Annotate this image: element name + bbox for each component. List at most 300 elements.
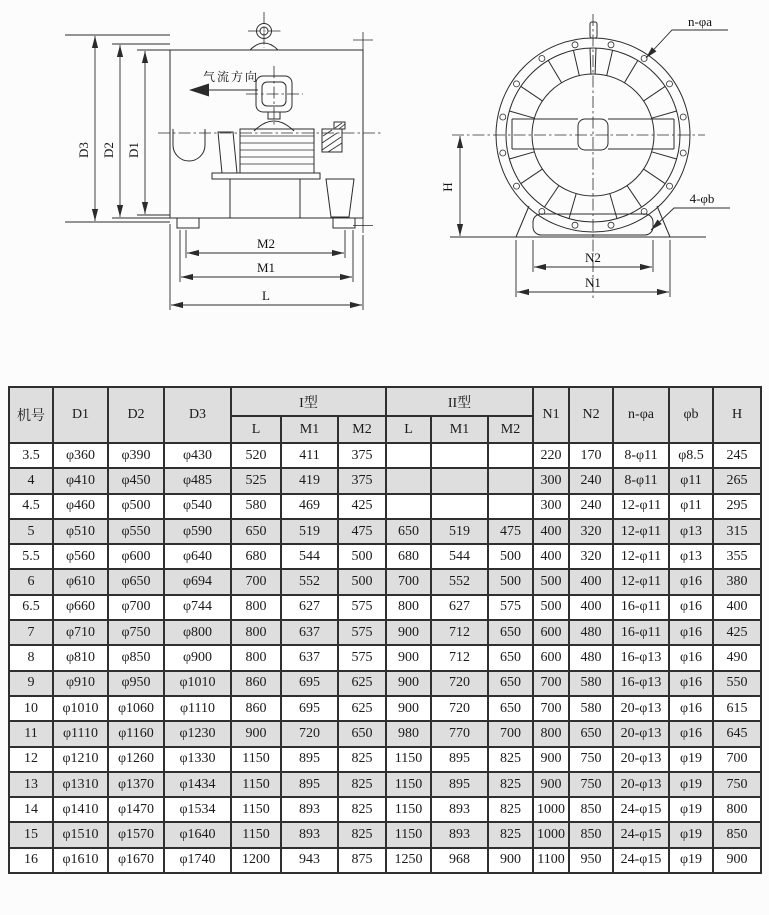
header-type2-l: L (386, 416, 431, 443)
table-cell: φ1110 (53, 721, 108, 746)
table-row (9, 544, 761, 569)
table-cell: φ1330 (164, 747, 231, 772)
table-cell: 895 (281, 747, 338, 772)
table-cell: φ700 (108, 595, 164, 620)
dimensions-table (8, 386, 762, 874)
diameter-dimensions (65, 35, 170, 222)
header-type1-l: L (231, 416, 281, 443)
table-cell: 24-φ15 (613, 797, 669, 822)
header-d2: D2 (108, 387, 164, 443)
table-cell: 300 (533, 494, 569, 519)
table-cell: φ1210 (53, 747, 108, 772)
table-cell: 650 (338, 721, 386, 746)
table-cell: 5.5 (9, 544, 53, 569)
dim-label-l: L (262, 288, 270, 303)
table-cell: 900 (386, 696, 431, 721)
table-cell: 425 (338, 494, 386, 519)
header-type2-m1: M1 (431, 416, 488, 443)
table-cell: 575 (338, 645, 386, 670)
table-cell: 411 (281, 443, 338, 468)
table-cell: φ1434 (164, 772, 231, 797)
table-cell: φ640 (164, 544, 231, 569)
airflow-arrow-icon (189, 84, 209, 97)
table-cell: 770 (431, 721, 488, 746)
table-cell: φ19 (669, 772, 713, 797)
table-cell: φ1010 (53, 696, 108, 721)
table-cell: φ16 (669, 595, 713, 620)
table-cell: 490 (713, 645, 761, 670)
table-cell: 552 (281, 569, 338, 594)
table-cell: φ460 (53, 494, 108, 519)
table-cell: 1150 (386, 797, 431, 822)
table-cell: φ600 (108, 544, 164, 569)
table-cell: 13 (9, 772, 53, 797)
table-cell: 875 (338, 848, 386, 873)
table-cell: φ1010 (164, 671, 231, 696)
table-cell: 825 (338, 822, 386, 847)
table-cell: 20-φ13 (613, 696, 669, 721)
table-cell: 650 (569, 721, 613, 746)
table-cell: φ19 (669, 797, 713, 822)
table-cell: φ1610 (53, 848, 108, 873)
header-type1-m2: M2 (338, 416, 386, 443)
table-cell: 800 (713, 797, 761, 822)
table-cell: 3.5 (9, 443, 53, 468)
table-cell: 315 (713, 519, 761, 544)
table-cell: 860 (231, 671, 281, 696)
table-cell (386, 494, 431, 519)
technical-drawings (0, 0, 769, 340)
table-cell: φ485 (164, 468, 231, 493)
table-cell: 14 (9, 797, 53, 822)
pedestal (450, 206, 706, 237)
table-cell: 800 (386, 595, 431, 620)
table-cell: 895 (431, 772, 488, 797)
table-cell: 16 (9, 848, 53, 873)
table-cell: φ16 (669, 620, 713, 645)
table-cell: φ500 (108, 494, 164, 519)
table-cell: 16-φ13 (613, 671, 669, 696)
table-cell: 1200 (231, 848, 281, 873)
table-cell: 1150 (231, 822, 281, 847)
table-cell: 627 (431, 595, 488, 620)
header-type1-m1: M1 (281, 416, 338, 443)
table-cell: 700 (386, 569, 431, 594)
table-row (9, 696, 761, 721)
table-cell (488, 468, 533, 493)
table-cell: φ450 (108, 468, 164, 493)
table-cell: φ1740 (164, 848, 231, 873)
table-row (9, 468, 761, 493)
table-cell: 680 (386, 544, 431, 569)
table-cell: 544 (431, 544, 488, 569)
table-cell: 980 (386, 721, 431, 746)
table-cell: 220 (533, 443, 569, 468)
table-cell: 1150 (386, 747, 431, 772)
table-cell: φ744 (164, 595, 231, 620)
table-cell: 850 (569, 797, 613, 822)
table-header (9, 387, 761, 443)
table-cell: 419 (281, 468, 338, 493)
table-cell: 825 (488, 822, 533, 847)
label-n-phi-a: n-φa (687, 14, 713, 29)
table-cell: φ8.5 (669, 443, 713, 468)
table-cell: φ610 (53, 569, 108, 594)
table-cell: 16-φ13 (613, 645, 669, 670)
table-cell: φ1110 (164, 696, 231, 721)
table-cell: 860 (231, 696, 281, 721)
table-cell (431, 468, 488, 493)
table-cell: 7 (9, 620, 53, 645)
table-cell: 900 (533, 772, 569, 797)
table-cell: 8 (9, 645, 53, 670)
bolt-hole-callout (646, 14, 728, 58)
table-cell: 720 (281, 721, 338, 746)
header-d3: D3 (164, 387, 231, 443)
table-cell: 637 (281, 645, 338, 670)
table-cell: 400 (713, 595, 761, 620)
table-cell: 800 (533, 721, 569, 746)
table-cell: 425 (713, 620, 761, 645)
table-cell: 16-φ11 (613, 595, 669, 620)
table-cell: 645 (713, 721, 761, 746)
table-cell: 712 (431, 645, 488, 670)
table-cell: φ694 (164, 569, 231, 594)
table-cell: 12 (9, 747, 53, 772)
table-cell: 550 (713, 671, 761, 696)
table-row (9, 519, 761, 544)
dim-label-d3: D3 (76, 142, 91, 158)
table-row (9, 747, 761, 772)
header-n-phi-a: n-φa (613, 387, 669, 443)
table-cell: φ19 (669, 747, 713, 772)
table-cell: φ16 (669, 696, 713, 721)
table-cell: φ19 (669, 848, 713, 873)
table-cell: φ19 (669, 822, 713, 847)
table-cell: 520 (231, 443, 281, 468)
table-cell: 8-φ11 (613, 443, 669, 468)
table-cell: 5 (9, 519, 53, 544)
table-cell: φ360 (53, 443, 108, 468)
table-cell: 375 (338, 468, 386, 493)
dim-label-n1: N1 (585, 275, 601, 290)
header-n2: N2 (569, 387, 613, 443)
table-cell: 825 (488, 797, 533, 822)
table-cell: 20-φ13 (613, 721, 669, 746)
table-cell: 637 (281, 620, 338, 645)
table-cell: 400 (533, 544, 569, 569)
table-cell: 10 (9, 696, 53, 721)
table-cell: 700 (533, 671, 569, 696)
table-row (9, 443, 761, 468)
table-cell: 400 (569, 595, 613, 620)
dim-label-d2: D2 (101, 142, 116, 158)
table-cell: φ16 (669, 569, 713, 594)
table-cell: φ710 (53, 620, 108, 645)
table-cell: 800 (231, 645, 281, 670)
length-dimensions (170, 224, 363, 310)
table-cell: 12-φ11 (613, 569, 669, 594)
table-cell: φ1510 (53, 822, 108, 847)
front-view-drawing (440, 14, 730, 298)
table-cell: φ950 (108, 671, 164, 696)
table-cell (488, 494, 533, 519)
table-cell: 4 (9, 468, 53, 493)
table-cell: 1100 (533, 848, 569, 873)
table-cell: 1150 (231, 747, 281, 772)
table-cell: φ1410 (53, 797, 108, 822)
dim-label-n2: N2 (585, 250, 601, 265)
table-cell: 320 (569, 519, 613, 544)
table-cell: 750 (569, 772, 613, 797)
table-cell: φ1470 (108, 797, 164, 822)
table-cell: 600 (533, 645, 569, 670)
height-dimension (440, 136, 460, 236)
table-cell: 6 (9, 569, 53, 594)
airflow-direction (189, 69, 259, 97)
table-cell: φ590 (164, 519, 231, 544)
table-cell: 1150 (231, 772, 281, 797)
table-cell: 650 (231, 519, 281, 544)
table-cell: 700 (533, 696, 569, 721)
table-cell: φ800 (164, 620, 231, 645)
table-cell: 650 (488, 671, 533, 696)
table-cell: 900 (386, 645, 431, 670)
table-cell: 8-φ11 (613, 468, 669, 493)
table-cell: 500 (338, 569, 386, 594)
table-cell: φ16 (669, 671, 713, 696)
table-cell: 695 (281, 696, 338, 721)
table-cell: 650 (488, 645, 533, 670)
table-cell: 950 (569, 848, 613, 873)
table-cell: 625 (338, 696, 386, 721)
table-cell (431, 494, 488, 519)
table-cell: 580 (231, 494, 281, 519)
table-cell (431, 443, 488, 468)
table-row (9, 494, 761, 519)
table-cell: 24-φ15 (613, 822, 669, 847)
dim-label-m2: M2 (256, 236, 276, 251)
table-cell: 712 (431, 620, 488, 645)
table-row (9, 620, 761, 645)
table-cell: φ910 (53, 671, 108, 696)
table-cell: 1150 (386, 772, 431, 797)
table-cell: φ660 (53, 595, 108, 620)
table-cell: 900 (231, 721, 281, 746)
table-cell: 500 (338, 544, 386, 569)
table-cell: 400 (533, 519, 569, 544)
table-cell: 400 (569, 569, 613, 594)
table-cell: φ430 (164, 443, 231, 468)
table-cell: φ510 (53, 519, 108, 544)
table-cell: 16-φ11 (613, 620, 669, 645)
table-cell: 825 (338, 747, 386, 772)
table-cell: 265 (713, 468, 761, 493)
table-cell: 900 (386, 620, 431, 645)
table-cell: 320 (569, 544, 613, 569)
table-cell: φ390 (108, 443, 164, 468)
header-d1: D1 (53, 387, 108, 443)
header-h: H (713, 387, 761, 443)
table-row (9, 797, 761, 822)
table-cell: 900 (533, 747, 569, 772)
header-type2-m2: M2 (488, 416, 533, 443)
table-cell: 1250 (386, 848, 431, 873)
table-cell: 20-φ13 (613, 747, 669, 772)
table-cell: 750 (569, 747, 613, 772)
table-cell: 850 (713, 822, 761, 847)
table-row (9, 848, 761, 873)
table-cell (386, 468, 431, 493)
table-body (9, 443, 761, 873)
table-cell: 900 (488, 848, 533, 873)
table-cell: 575 (488, 595, 533, 620)
table-cell: φ1230 (164, 721, 231, 746)
table-cell: 300 (533, 468, 569, 493)
table-cell: 355 (713, 544, 761, 569)
table-cell: 850 (569, 822, 613, 847)
table-cell: 12-φ11 (613, 544, 669, 569)
table-cell: 469 (281, 494, 338, 519)
table-cell: 893 (281, 797, 338, 822)
table-cell: φ11 (669, 468, 713, 493)
table-cell: 700 (231, 569, 281, 594)
table-cell: φ1060 (108, 696, 164, 721)
table-cell: 500 (533, 595, 569, 620)
table-cell: 600 (533, 620, 569, 645)
label-4-phi-b: 4-φb (689, 191, 715, 206)
airflow-label: 气流方向 (202, 70, 260, 84)
table-cell: 24-φ15 (613, 848, 669, 873)
table-cell: φ1670 (108, 848, 164, 873)
table-cell: 6.5 (9, 595, 53, 620)
table-cell: 4.5 (9, 494, 53, 519)
table-cell: 170 (569, 443, 613, 468)
table-cell: 9 (9, 671, 53, 696)
table-row (9, 772, 761, 797)
table-cell: 893 (431, 797, 488, 822)
table-cell: 475 (488, 519, 533, 544)
table-cell: 895 (281, 772, 338, 797)
table-cell: 245 (713, 443, 761, 468)
header-type1: I型 (231, 387, 386, 416)
table-cell: φ16 (669, 721, 713, 746)
table-cell: 380 (713, 569, 761, 594)
table-cell: 500 (488, 569, 533, 594)
header-n1: N1 (533, 387, 569, 443)
header-type2: II型 (386, 387, 533, 416)
table-row (9, 671, 761, 696)
table-cell: 1150 (231, 797, 281, 822)
table-cell: φ900 (164, 645, 231, 670)
table-cell: 695 (281, 671, 338, 696)
table-cell: 544 (281, 544, 338, 569)
base-hole-callout (651, 191, 730, 230)
table-cell: φ1640 (164, 822, 231, 847)
table-cell: 825 (338, 772, 386, 797)
fan-casing (170, 32, 373, 233)
table-cell: 825 (488, 747, 533, 772)
table-cell: φ650 (108, 569, 164, 594)
table-cell: φ1310 (53, 772, 108, 797)
table-cell: 650 (488, 620, 533, 645)
table-cell: 720 (431, 696, 488, 721)
table-cell: 650 (488, 696, 533, 721)
table-cell: 15 (9, 822, 53, 847)
table-cell: 12-φ11 (613, 494, 669, 519)
table-cell: φ810 (53, 645, 108, 670)
table-cell: φ1570 (108, 822, 164, 847)
table-cell: 575 (338, 595, 386, 620)
table-cell: 1000 (533, 822, 569, 847)
table-cell: 720 (431, 671, 488, 696)
table-cell: 240 (569, 494, 613, 519)
table-row (9, 595, 761, 620)
table-cell: φ16 (669, 645, 713, 670)
motor-mount (177, 173, 355, 228)
table-cell: 11 (9, 721, 53, 746)
table-cell: 893 (431, 822, 488, 847)
right-foot (333, 218, 355, 228)
table-row (9, 569, 761, 594)
table-cell: 700 (713, 747, 761, 772)
table-row (9, 721, 761, 746)
table-cell: 680 (231, 544, 281, 569)
motor-body (218, 122, 345, 173)
table-cell: φ850 (108, 645, 164, 670)
table-cell: φ750 (108, 620, 164, 645)
table-cell: 580 (569, 696, 613, 721)
table-cell: 943 (281, 848, 338, 873)
table-cell: φ550 (108, 519, 164, 544)
table-cell: 800 (231, 595, 281, 620)
table-cell: 800 (231, 620, 281, 645)
table-cell: 825 (488, 772, 533, 797)
table-cell: 20-φ13 (613, 772, 669, 797)
table-cell: 650 (386, 519, 431, 544)
table-cell: 12-φ11 (613, 519, 669, 544)
table-cell: 895 (431, 747, 488, 772)
dim-label-m1: M1 (256, 260, 276, 275)
table-cell: 519 (281, 519, 338, 544)
table-cell: 900 (713, 848, 761, 873)
left-foot (177, 218, 199, 228)
table-cell: 893 (281, 822, 338, 847)
table-cell: 500 (533, 569, 569, 594)
table-cell: 519 (431, 519, 488, 544)
table-cell: φ1160 (108, 721, 164, 746)
dim-label-d1: D1 (126, 142, 141, 158)
table-cell: 1000 (533, 797, 569, 822)
table-cell: 575 (338, 620, 386, 645)
table-cell: 552 (431, 569, 488, 594)
table-cell: 480 (569, 620, 613, 645)
header-phi-b: φb (669, 387, 713, 443)
table-cell: φ13 (669, 519, 713, 544)
table-cell: φ1534 (164, 797, 231, 822)
table-cell: 750 (713, 772, 761, 797)
table-cell: 295 (713, 494, 761, 519)
table-cell: 375 (338, 443, 386, 468)
table-cell: 615 (713, 696, 761, 721)
header-model: 机号 (9, 387, 53, 443)
table-cell: 500 (488, 544, 533, 569)
table-cell: 825 (338, 797, 386, 822)
table-cell: 475 (338, 519, 386, 544)
table-cell: 900 (386, 671, 431, 696)
table-cell: φ1370 (108, 772, 164, 797)
table-cell: 240 (569, 468, 613, 493)
